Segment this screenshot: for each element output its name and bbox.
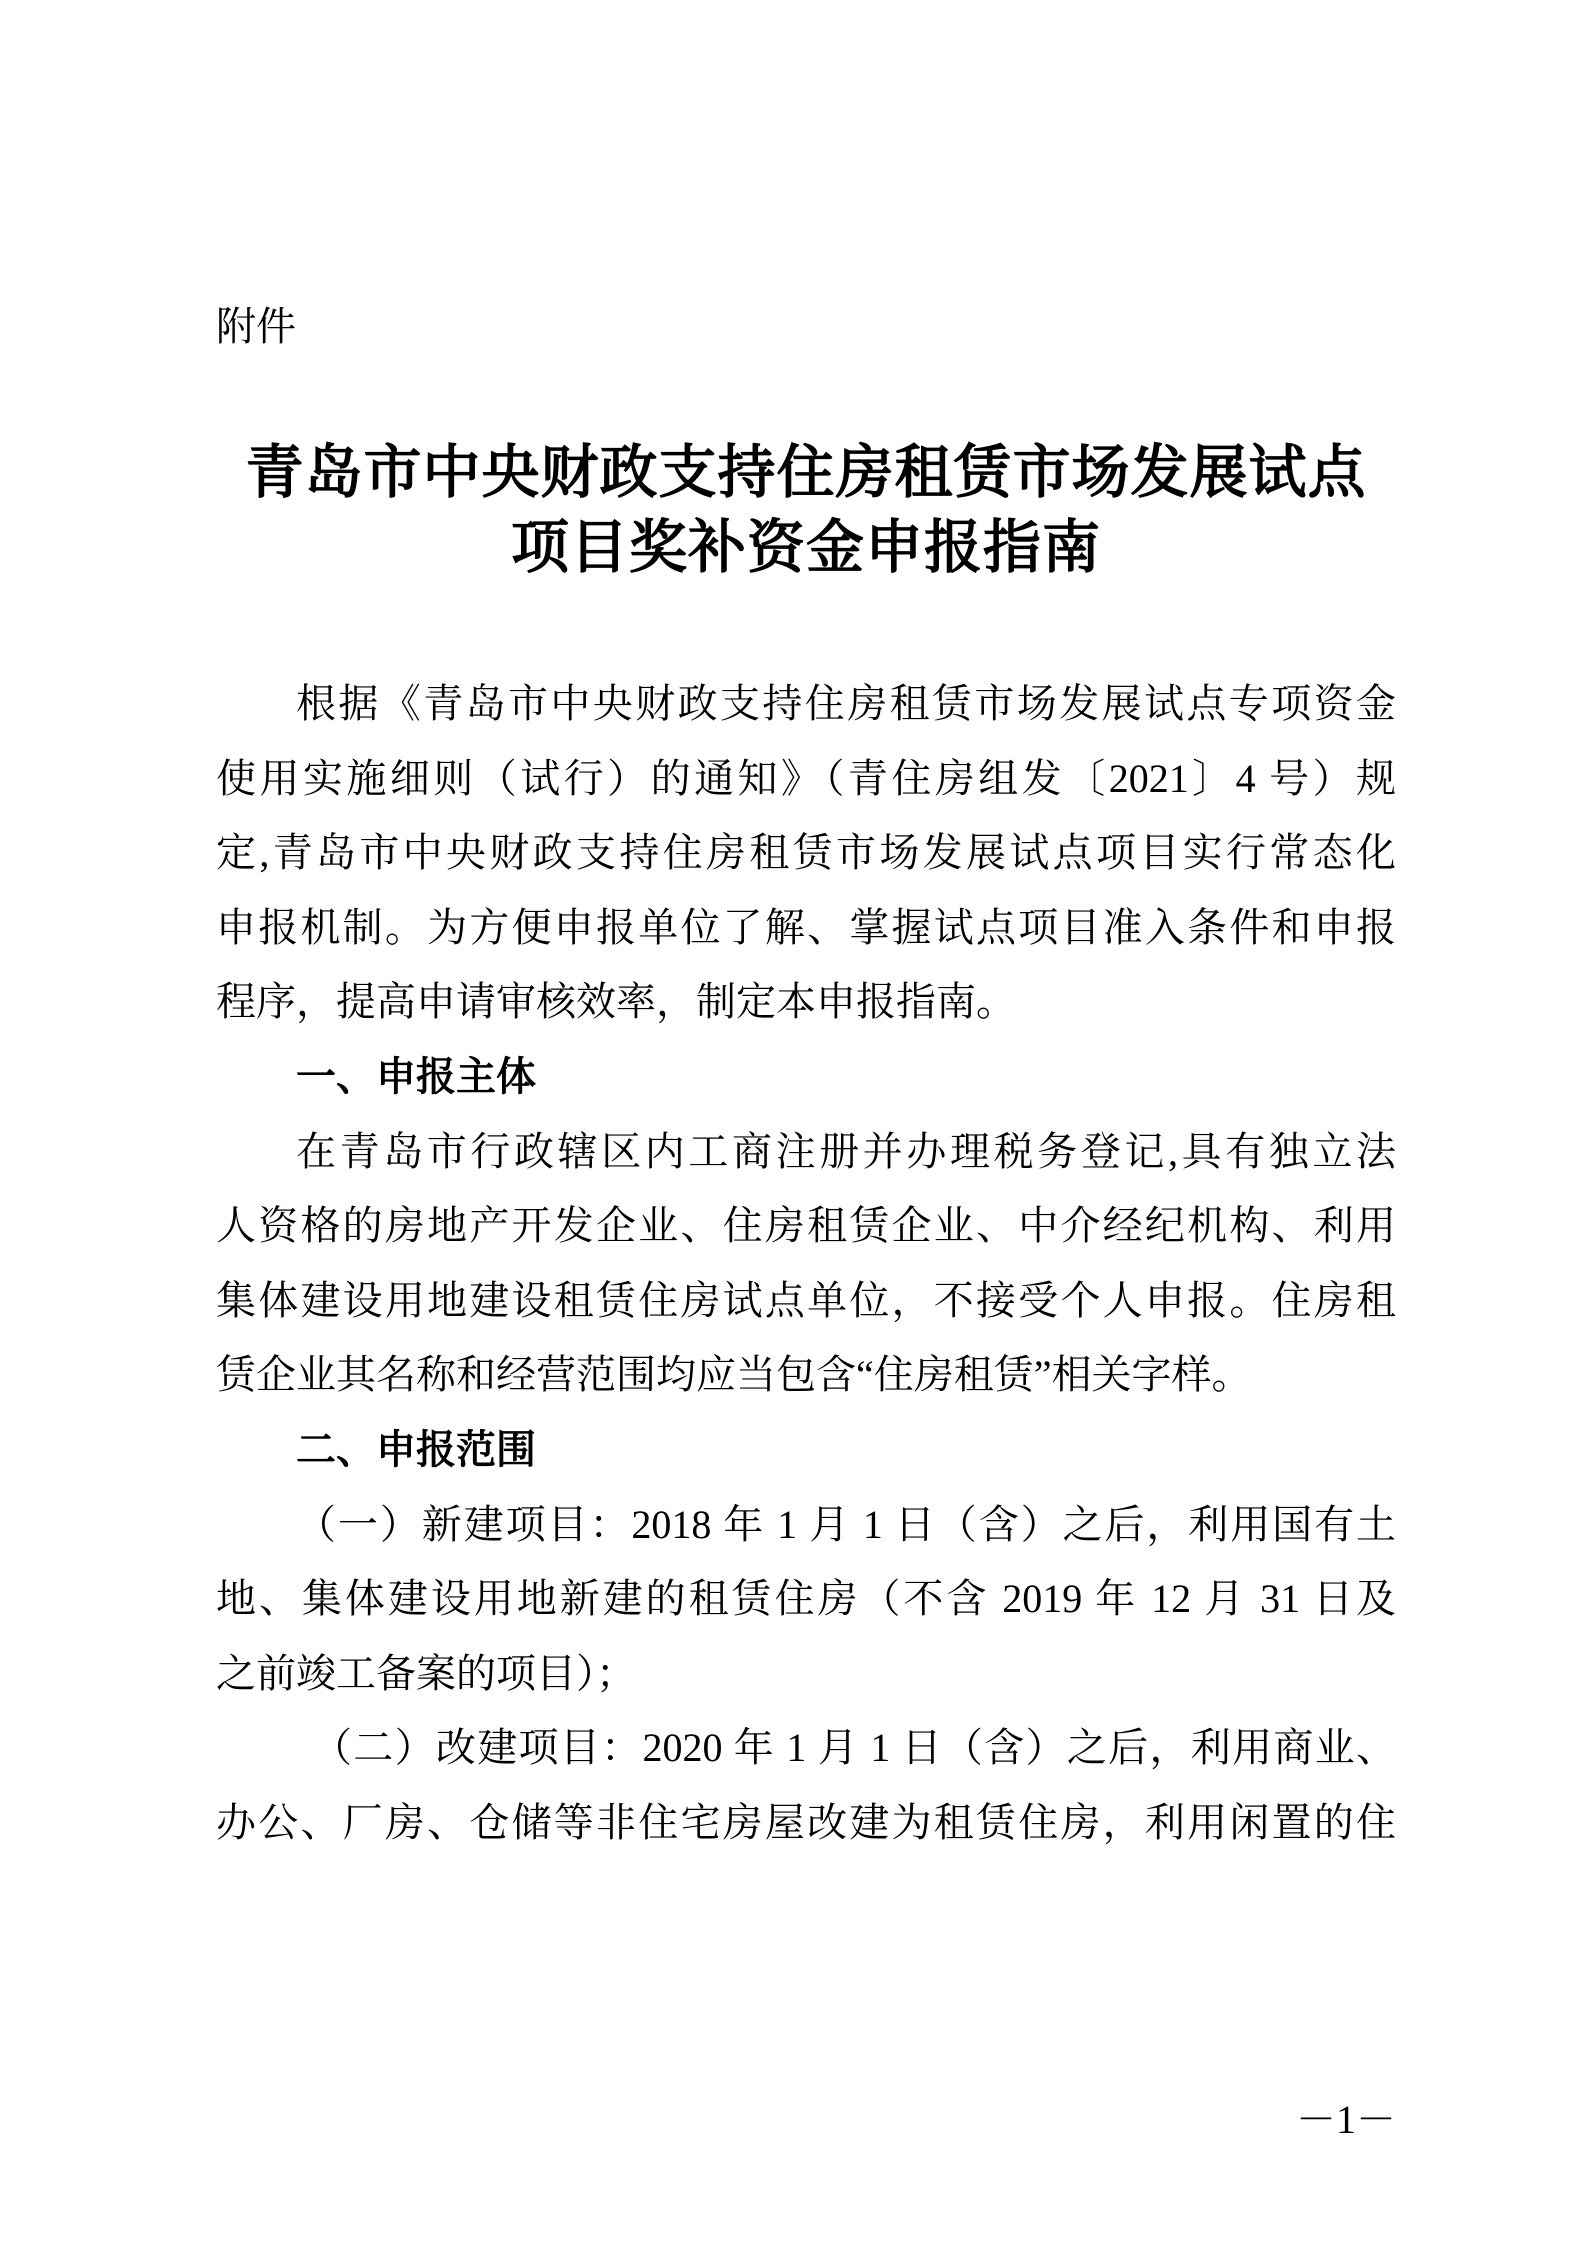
paragraph-line: 地、集体建设用地新建的租赁住房（不含 2019 年 12 月 31 日及 bbox=[216, 1576, 1396, 1622]
page-number: －1－ bbox=[1296, 2097, 1396, 2142]
attachment-label: 附件 bbox=[216, 304, 296, 350]
paragraph-line: 使用实施细则（试行）的通知》（青住房组发〔2021〕4 号）规 bbox=[216, 755, 1396, 801]
paragraph-line: 定,青岛市中央财政支持住房租赁市场发展试点项目实行常态化 bbox=[216, 830, 1396, 876]
paragraph-line: 在青岛市行政辖区内工商注册并办理税务登记,具有独立法 bbox=[296, 1128, 1396, 1174]
paragraph-line: 申报机制。为方便申报单位了解、掌握试点项目准入条件和申报 bbox=[216, 904, 1396, 950]
paragraph-line: （一）新建项目：2018 年 1 月 1 日（含）之后，利用国有土 bbox=[296, 1501, 1396, 1547]
section-heading: 二、申报范围 bbox=[296, 1426, 536, 1473]
paragraph-line: 人资格的房地产开发企业、住房租赁企业、中介经纪机构、利用 bbox=[216, 1203, 1396, 1249]
paragraph-line: 办公、厂房、仓储等非住宅房屋改建为租赁住房，利用闲置的住 bbox=[216, 1799, 1396, 1845]
document-body bbox=[216, 667, 1396, 1861]
document-title-line: 项目奖补资金申报指南 bbox=[510, 515, 1101, 580]
document-title bbox=[216, 435, 1396, 585]
paragraph-line: 之前竣工备案的项目）； bbox=[216, 1650, 636, 1696]
paragraph-line: 集体建设用地建设租赁住房试点单位，不接受个人申报。住房租 bbox=[216, 1277, 1396, 1323]
paragraph-line: 赁企业其名称和经营范围均应当包含“住房租赁”相关字样。 bbox=[216, 1352, 1252, 1398]
paragraph-line: 根据《青岛市中央财政支持住房租赁市场发展试点专项资金 bbox=[296, 681, 1396, 726]
document-title-line: 青岛市中央财政支持住房租赁市场发展试点 bbox=[245, 440, 1367, 505]
paragraph-line: （二）改建项目：2020 年 1 月 1 日（含）之后，利用商业、 bbox=[312, 1725, 1396, 1771]
section-heading: 一、申报主体 bbox=[296, 1053, 536, 1100]
paragraph-line: 程序，提高申请审核效率，制定本申报指南。 bbox=[216, 979, 1016, 1025]
